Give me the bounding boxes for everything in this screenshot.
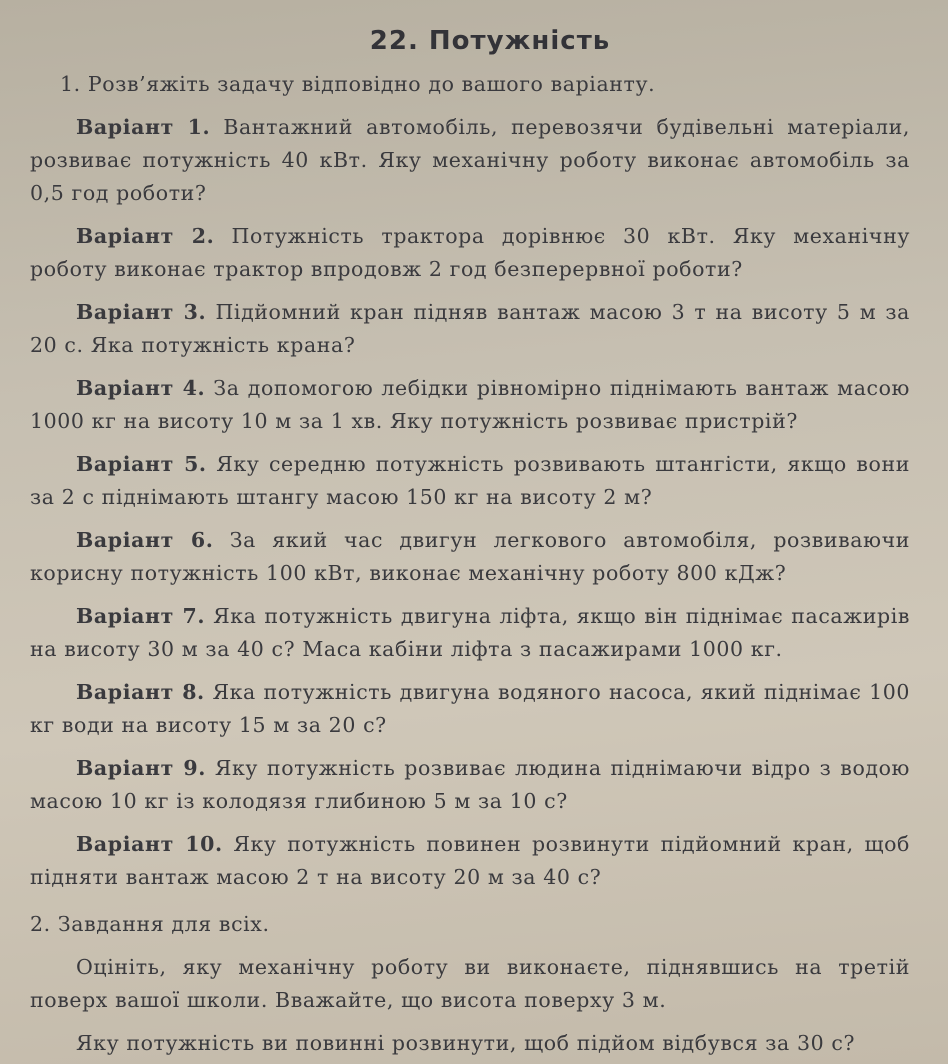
variant-5-text: Яку середню потужність розвивають штангісти, якщо вони за 2 с піднімають штангу масою 150 кг на висоту 2 м? [30,452,911,509]
variant-1-label: Варіант 1. [76,115,211,139]
variant-5 [30,448,910,514]
task-1-header: 1. Розв’яжіть задачу відповідно до вашого варіанту. [60,72,656,96]
variant-1 [30,111,910,210]
variant-3-text: Підйомний кран підняв вантаж масою 3 т на висоту 5 м за 20 с. Яка потужність крана? [30,300,910,357]
variant-2-text: Потужність трактора дорівнює 30 кВт. Яку механічну роботу виконає трактор впродовж 2 год безперервної роботи? [30,224,910,281]
variant-9-label: Варіант 9. [76,756,206,780]
variant-8 [30,676,910,742]
variant-6 [30,524,910,590]
variant-6-text: За який час двигун легкового автомобіля, розвиваючи корисну потужність 100 кВт, виконає механічну роботу 800 кДж? [30,528,910,585]
variant-3-label: Варіант 3. [76,300,207,324]
variant-7-label: Варіант 7. [76,604,206,628]
variant-5-label: Варіант 5. [76,452,207,476]
page-title: 22. Потужність [369,26,611,56]
variant-7 [30,600,910,666]
task-2-paragraph-2: Яку потужність ви повинні розвинути, щоб підйом відбувся за 30 с? [76,1031,856,1055]
variant-4-text: За допомогою лебідки рівномірно піднімають вантаж масою 1000 кг на висоту 10 м за 1 хв. Яку потужність розвиває пристрій? [30,376,911,433]
variant-8-label: Варіант 8. [76,680,205,704]
variant-2-label: Варіант 2. [76,224,215,248]
variant-8-text: Яка потужність двигуна водяного насоса, який піднімає 100 кг води на висоту 15 м за 20 с? [30,680,911,737]
variant-10-label: Варіант 10. [76,832,223,856]
variant-4 [30,372,910,438]
variant-10-text: Яку потужність повинен розвинути підйомний кран, щоб підняти вантаж масою 2 т на висоту 20 м за 40 с? [30,832,910,889]
variant-3 [30,296,910,362]
variant-2 [30,220,910,286]
task-2-paragraph-1: Оцініть, яку механічну роботу ви виконаєте, піднявшись на третій поверх вашої школи. Вважайте, що висота поверху 3 м. [30,955,910,1012]
variant-1-text: Вантажний автомобіль, перевозячи будівельні матеріали, розвиває потужність 40 кВт. Яку механічну роботу виконає автомобіль за 0,5 год роботи? [30,115,910,205]
variant-9-text: Яку потужність розвиває людина піднімаючи відро з водою масою 10 кг із колодязя глибиною 5 м за 10 с? [30,756,910,813]
task-2-header: 2. Завдання для всіх. [30,912,270,936]
variant-6-label: Варіант 6. [76,528,214,552]
variant-9 [30,752,910,818]
document-body [30,26,910,1064]
variant-7-text: Яка потужність двигуна ліфта, якщо він піднімає пасажирів на висоту 30 м за 40 с? Маса кабіни ліфта з пасажирами 1000 кг. [30,604,910,661]
variant-10 [30,828,910,894]
variant-4-label: Варіант 4. [76,376,206,400]
